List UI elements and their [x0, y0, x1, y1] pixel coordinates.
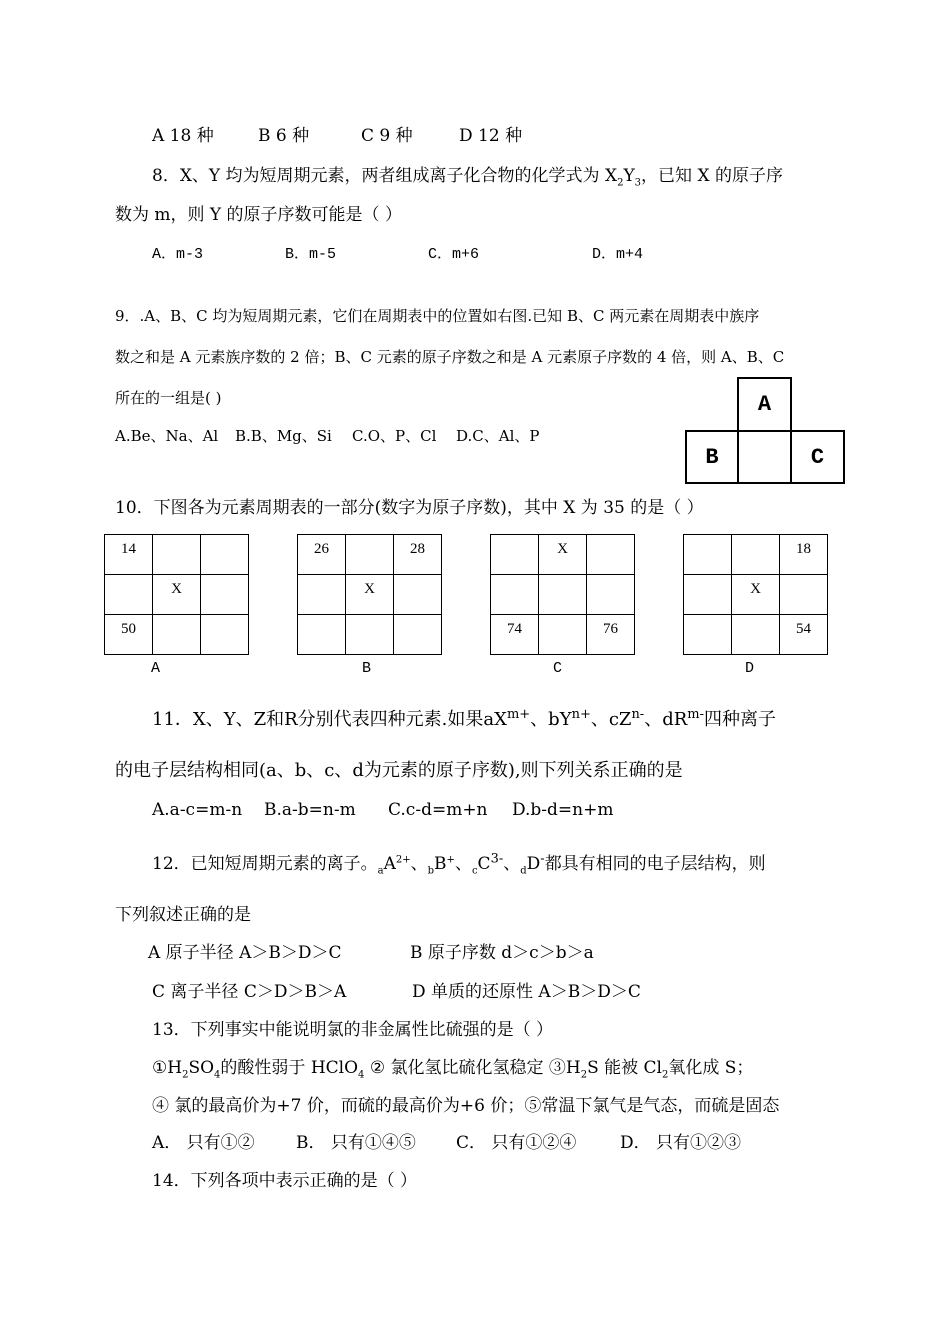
q12-stem-line2: 下列叙述正确的是 — [115, 905, 251, 925]
q8-sub-y: 3 — [634, 177, 642, 189]
grid-cell-value — [732, 535, 779, 541]
grid-cell-value — [587, 535, 634, 541]
q7-options — [152, 128, 522, 145]
grid-cell — [587, 615, 635, 655]
q7-option-a: A 18 种 — [152, 126, 214, 146]
grid-cell-value — [153, 615, 200, 621]
grid-cell — [539, 535, 587, 575]
q10-label-d: D — [745, 660, 755, 677]
q9-cell-b: B — [685, 430, 739, 484]
grid-cell — [394, 575, 442, 615]
grid-cell-value: X — [171, 581, 182, 597]
grid-cell-value: 74 — [507, 621, 522, 637]
grid-cell — [394, 615, 442, 655]
grid-cell — [780, 575, 828, 615]
q11-stem-line1: 11．X、Y、Z和R分别代表四种元素.如果$aX^{m+}$、$bY^{n+}$、$cZ^{n-}$、$dR^{m-}$四种离子 — [152, 707, 777, 730]
grid-cell — [732, 615, 780, 655]
grid-cell-value — [491, 535, 538, 541]
grid-cell — [201, 535, 249, 575]
q12-option-d: D 单质的还原性 A＞B＞D＞C — [412, 982, 641, 1002]
q13-options — [152, 1135, 741, 1152]
q13-option-d: D． 只有①②③ — [620, 1133, 742, 1153]
grid-cell-value — [394, 575, 441, 581]
grid-cell — [491, 575, 539, 615]
q13-facts-line1: $①H_2SO_4$的酸性弱于 HClO$_4$ ② 氯化氢比硫化氢稳定 $③H_2S$ 能被 $Cl_2$氧化成 S； — [152, 1058, 754, 1081]
q14-stem: 14．下列各项中表示正确的是（ ） — [152, 1171, 418, 1191]
q12-option-b: B 原子序数 d＞c＞b＞a — [410, 943, 594, 963]
grid-cell — [587, 535, 635, 575]
q13-option-c: C． 只有①②④ — [456, 1133, 577, 1153]
grid-cell-value — [684, 575, 731, 581]
q8-stem-line1 — [152, 166, 783, 189]
q8-text-c: ，已知 X 的原子序 — [641, 166, 783, 186]
grid-cell — [201, 615, 249, 655]
q8-option-a: A．m-3 — [152, 246, 204, 263]
q12-stem-line1: 12．已知短周期元素的离子。$_aA^{2+}$、$_b$B+、$_cC^{3-}$、$_d$D-都具有相同的电子层结构，则 — [152, 851, 766, 877]
grid-cell-value: X — [557, 541, 568, 557]
grid-cell-value — [684, 535, 731, 541]
q10-label-b: B — [362, 660, 372, 677]
q12-option-a: A 原子半径 A＞B＞D＞C — [148, 943, 342, 963]
grid-cell-value — [201, 535, 248, 541]
q13-facts-line2: ④ 氯的最高价为+7 价，而硫的最高价为+6 价；⑤常温下氯气是气态，而硫是固态 — [152, 1096, 780, 1116]
grid-cell-value — [201, 575, 248, 581]
grid-cell — [684, 575, 732, 615]
grid-cell-value: X — [364, 581, 375, 597]
grid-cell-value: 54 — [796, 621, 811, 637]
q11-option-c: C.c-d=m+n — [388, 800, 488, 820]
grid-cell — [539, 615, 587, 655]
grid-cell-value: 28 — [410, 541, 425, 557]
grid-cell-value — [346, 615, 393, 621]
grid-cell — [780, 535, 828, 575]
q11-option-a: A.a-c=m-n — [152, 800, 243, 820]
grid-cell — [153, 615, 201, 655]
grid-cell — [346, 535, 394, 575]
q9-cell-middle — [737, 430, 792, 484]
q10-grid-a — [104, 534, 249, 655]
q13-option-b: B． 只有①④⑤ — [296, 1133, 416, 1153]
grid-cell — [153, 575, 201, 615]
grid-cell-value — [732, 615, 779, 621]
q9-stem-line1: 9．.A、B、C 均为短周期元素，它们在周期表中的位置如右图.已知 B、C 两元素在周期表中族序 — [115, 307, 760, 325]
q7-option-b: B 6 种 — [258, 126, 310, 146]
grid-cell-value — [346, 535, 393, 541]
grid-cell — [298, 535, 346, 575]
q11-stem-line2: 的电子层结构相同(a、b、c、d为元素的原子序数),则下列关系正确的是 — [115, 760, 683, 781]
q7-option-c: C 9 种 — [361, 126, 413, 146]
grid-cell — [298, 615, 346, 655]
q11-option-b: B.a-b=n-m — [264, 800, 356, 820]
q8-stem-line2: 数为 m，则 Y 的原子序数可能是（ ） — [115, 205, 402, 225]
q8-options — [152, 247, 643, 262]
q7-option-d: D 12 种 — [459, 126, 523, 146]
grid-cell-value: 76 — [603, 621, 618, 637]
q8-text-a: 8．X、Y 均为短周期元素，两者组成离子化合物的化学式为 X — [152, 166, 618, 186]
grid-cell-value — [780, 575, 827, 581]
grid-cell-value — [298, 615, 345, 621]
grid-cell — [684, 615, 732, 655]
q11-option-d: D.b-d=n+m — [512, 800, 614, 820]
grid-cell-value: 18 — [796, 541, 811, 557]
q10-label-a: A — [151, 660, 161, 677]
q9-stem-line2: 数之和是 A 元素族序数的 2 倍；B、C 元素的原子序数之和是 A 元素原子序数的 4 倍，则 A、B、C — [115, 348, 785, 366]
q9-stem-line3: 所在的一组是( ) — [115, 389, 222, 407]
grid-cell-value: 50 — [121, 621, 136, 637]
grid-cell — [491, 615, 539, 655]
grid-cell-value — [105, 575, 152, 581]
grid-cell-value — [491, 575, 538, 581]
q9-options — [115, 429, 539, 444]
grid-cell — [732, 575, 780, 615]
q12-option-row1 — [148, 945, 594, 962]
grid-cell-value — [539, 575, 586, 581]
grid-cell — [105, 535, 153, 575]
q13-option-a: A． 只有①② — [152, 1133, 255, 1153]
q10-stem: 10．下图各为元素周期表的一部分(数字为原子序数)，其中 X 为 35 的是（ ） — [115, 498, 704, 518]
q10-grid-d — [683, 534, 828, 655]
grid-cell-value: X — [750, 581, 761, 597]
grid-cell-value — [684, 615, 731, 621]
q12-option-c: C 离子半径 C＞D＞B＞A — [152, 982, 347, 1002]
q8-option-b: B．m-5 — [285, 246, 337, 263]
q10-grid-b — [297, 534, 442, 655]
grid-cell — [105, 615, 153, 655]
grid-cell — [201, 575, 249, 615]
grid-cell — [346, 615, 394, 655]
grid-cell — [780, 615, 828, 655]
q9-option-c: C.O、P、Cl — [352, 427, 437, 445]
q9-cell-c: C — [790, 430, 845, 484]
grid-cell — [732, 535, 780, 575]
grid-cell — [539, 575, 587, 615]
grid-cell — [105, 575, 153, 615]
grid-cell-value: 26 — [314, 541, 329, 557]
grid-cell-value — [201, 615, 248, 621]
q9-option-a: A.Be、Na、Al — [115, 427, 219, 445]
grid-cell — [394, 535, 442, 575]
grid-cell — [298, 575, 346, 615]
grid-cell-value: 14 — [121, 541, 136, 557]
grid-cell-value — [394, 615, 441, 621]
grid-cell — [587, 575, 635, 615]
grid-cell — [491, 535, 539, 575]
q8-option-c: C．m+6 — [428, 246, 480, 263]
q13-stem: 13．下列事实中能说明氯的非金属性比硫强的是（ ） — [152, 1020, 554, 1040]
q8-sub-x: 2 — [617, 177, 624, 189]
grid-cell-value — [539, 615, 586, 621]
grid-cell — [346, 575, 394, 615]
q10-label-c: C — [553, 660, 563, 677]
grid-cell — [684, 535, 732, 575]
grid-cell — [153, 535, 201, 575]
q9-option-b: B.B、Mg、Si — [235, 427, 332, 445]
q10-grid-c — [490, 534, 635, 655]
q8-option-d: D．m+4 — [592, 246, 644, 263]
grid-cell-value — [153, 535, 200, 541]
q8-text-b: Y — [623, 166, 635, 186]
q9-cell-a: A — [737, 377, 792, 432]
q11-options — [152, 802, 614, 819]
grid-cell-value — [587, 575, 634, 581]
q12-option-row2 — [152, 984, 641, 1001]
grid-cell-value — [298, 575, 345, 581]
q9-option-d: D.C、Al、P — [456, 427, 540, 445]
